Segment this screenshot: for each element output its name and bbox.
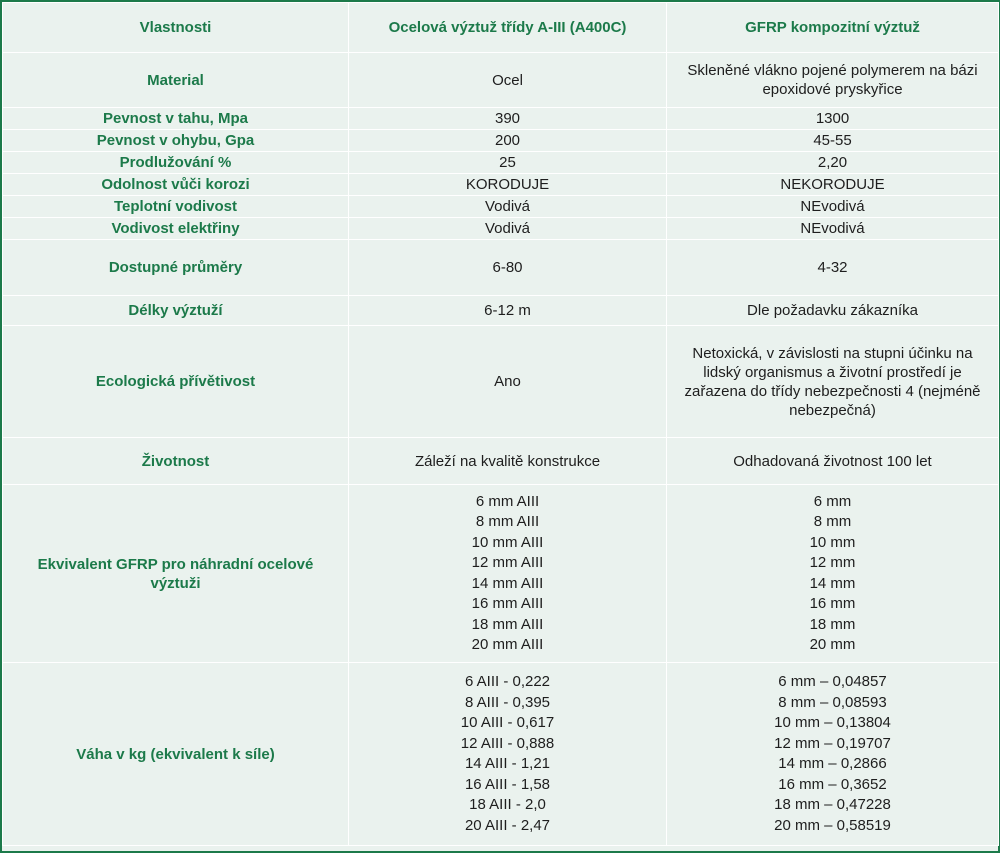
- row-label: Životnost: [3, 438, 349, 485]
- row-label: Ekvivalent GFRP pro náhradní ocelové výztuži: [3, 485, 349, 663]
- table-row: [3, 438, 999, 485]
- list-item: 10 mm AIII: [471, 533, 544, 551]
- steel-value: 25: [349, 152, 667, 174]
- steel-value: Záleží na kvalitě konstrukce: [349, 438, 667, 485]
- steel-value: 200: [349, 130, 667, 152]
- list-item: 10 AIII - 0,617: [460, 714, 555, 731]
- list-item: 6 mm: [813, 492, 852, 510]
- list-item: 12 mm: [809, 554, 856, 571]
- gfrp-value: Skleněné vlákno pojené polymerem na bázi epoxidové pryskyřice: [667, 53, 999, 108]
- gfrp-value: 1300: [667, 108, 999, 130]
- header-steel: Ocelová výztuž třídy A-III (A400C): [349, 3, 667, 53]
- gfrp-value: NEvodivá: [667, 218, 999, 240]
- list-item: 16 mm – 0,3652: [778, 775, 887, 793]
- list-item: 16 AIII - 1,58: [464, 775, 551, 793]
- row-label: Material: [3, 53, 349, 108]
- table-row-equivalent: [3, 485, 999, 663]
- list-item: 14 mm – 0,2866: [778, 755, 887, 772]
- table-row-weight: [3, 663, 999, 846]
- list-item: 20 mm: [809, 636, 856, 653]
- row-label: Dostupné průměry: [3, 240, 349, 296]
- list-item: 16 mm: [809, 595, 856, 612]
- list-item: 8 mm AIII: [475, 513, 540, 530]
- list-item: 12 mm – 0,19707: [774, 734, 891, 752]
- gfrp-value: NEvodivá: [667, 196, 999, 218]
- row-label: Ecologická přívětivost: [3, 326, 349, 438]
- row-label: Délky výztuží: [3, 296, 349, 326]
- list-item: 16 mm AIII: [471, 595, 544, 612]
- table-row: [3, 152, 999, 174]
- list-item: 12 mm AIII: [471, 554, 544, 571]
- list-item: 20 AIII - 2,47: [464, 816, 551, 834]
- steel-value: 6-80: [349, 240, 667, 296]
- table-row: [3, 326, 999, 438]
- list-item: 14 mm: [809, 574, 856, 592]
- list-item: 12 AIII - 0,888: [460, 734, 555, 752]
- gfrp-value: NEKORODUJE: [667, 174, 999, 196]
- row-label: Teplotní vodivost: [3, 196, 349, 218]
- table-row: [3, 108, 999, 130]
- list-item: 20 mm – 0,58519: [774, 816, 891, 834]
- gfrp-weight-list: [667, 663, 999, 846]
- table-row: [3, 196, 999, 218]
- header-row: [3, 3, 999, 53]
- table-row: [3, 218, 999, 240]
- gfrp-value: Netoxická, v závislosti na stupni účinku na lidský organismus a životní prostředí je zařazena do třídy nebezpečnosti 4 (nejméně nebezpečná): [667, 326, 999, 438]
- gfrp-equivalent-list: [667, 485, 999, 663]
- table-row: [3, 296, 999, 326]
- list-item: 18 mm – 0,47228: [774, 796, 891, 813]
- row-label: Pevnost v tahu, Mpa: [3, 108, 349, 130]
- steel-value: Ano: [349, 326, 667, 438]
- list-item: 18 AIII - 2,0: [469, 796, 546, 813]
- row-label: Prodlužování %: [3, 152, 349, 174]
- list-item: 10 mm – 0,13804: [774, 714, 891, 731]
- table-row: [3, 53, 999, 108]
- steel-weight-list: [349, 663, 667, 846]
- row-label: Pevnost v ohybu, Gpa: [3, 130, 349, 152]
- list-item: 10 mm: [809, 533, 856, 551]
- gfrp-value: 4-32: [667, 240, 999, 296]
- gfrp-value: Odhadovaná životnost 100 let: [667, 438, 999, 485]
- list-item: 20 mm AIII: [471, 636, 544, 653]
- steel-equivalent-list: [349, 485, 667, 663]
- list-item: 18 mm: [809, 615, 856, 633]
- row-label: Odolnost vůči korozi: [3, 174, 349, 196]
- table-row: [3, 174, 999, 196]
- row-label: Váha v kg (ekvivalent k síle): [3, 663, 349, 846]
- header-gfrp: GFRP kompozitní výztuž: [667, 3, 999, 53]
- gfrp-value: Dle požadavku zákazníka: [667, 296, 999, 326]
- comparison-table: [2, 2, 999, 846]
- steel-value: Vodivá: [349, 218, 667, 240]
- steel-value: 6-12 m: [349, 296, 667, 326]
- list-item: 6 mm AIII: [475, 492, 540, 510]
- gfrp-value: 2,20: [667, 152, 999, 174]
- row-label: Vodivost elektřiny: [3, 218, 349, 240]
- steel-value: KORODUJE: [349, 174, 667, 196]
- header-properties: Vlastnosti: [3, 3, 349, 53]
- list-item: 8 mm: [813, 513, 852, 530]
- list-item: 14 AIII - 1,21: [464, 755, 551, 772]
- list-item: 18 mm AIII: [471, 615, 544, 633]
- table-row: [3, 130, 999, 152]
- list-item: 8 AIII - 0,395: [464, 693, 551, 711]
- list-item: 14 mm AIII: [471, 574, 544, 592]
- steel-value: Vodivá: [349, 196, 667, 218]
- steel-value: 390: [349, 108, 667, 130]
- table-row: [3, 240, 999, 296]
- list-item: 8 mm – 0,08593: [778, 693, 887, 711]
- gfrp-value: 45-55: [667, 130, 999, 152]
- list-item: 6 AIII - 0,222: [464, 673, 551, 690]
- steel-value: Ocel: [349, 53, 667, 108]
- list-item: 6 mm – 0,04857: [778, 673, 887, 690]
